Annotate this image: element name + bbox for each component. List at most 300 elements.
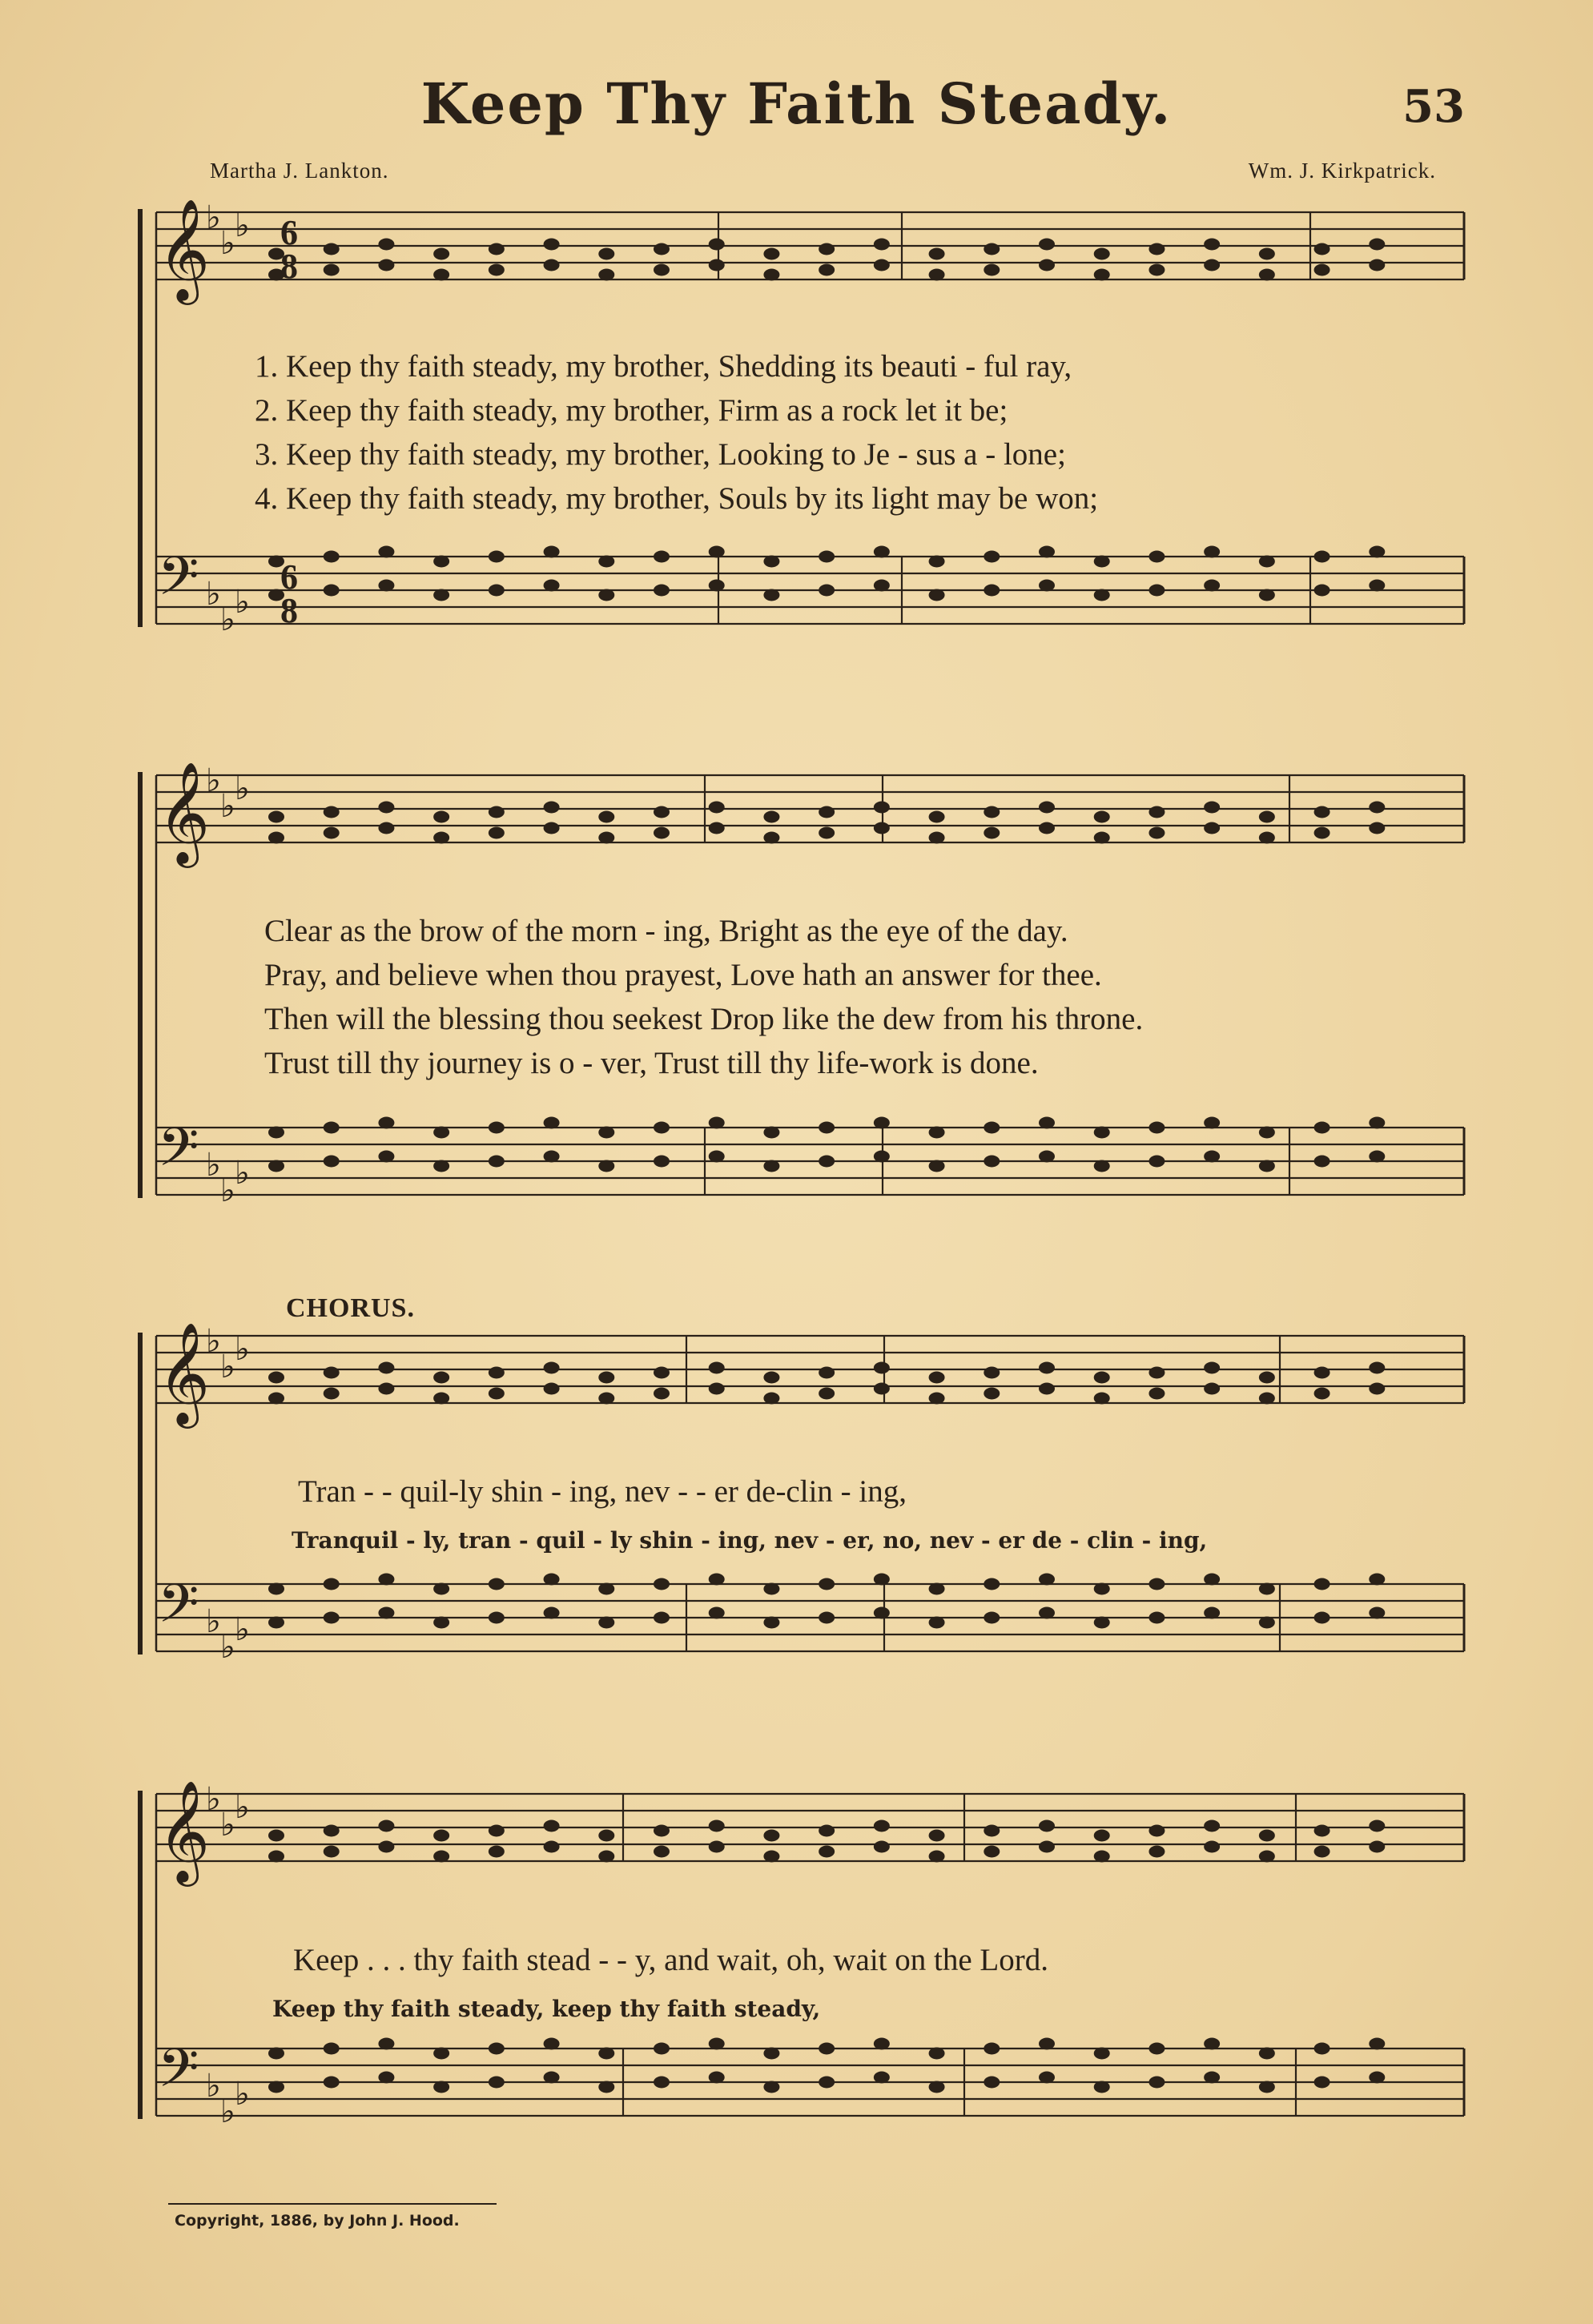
note-head xyxy=(874,580,890,592)
note-head xyxy=(1314,585,1330,597)
note-head xyxy=(1369,239,1385,251)
note-head xyxy=(929,1393,945,1405)
note-head xyxy=(489,1156,505,1168)
note-head xyxy=(324,2043,340,2055)
note-head xyxy=(1369,1117,1385,1129)
note-head xyxy=(324,585,340,597)
note-head xyxy=(763,1830,779,1842)
note-head xyxy=(1204,1362,1220,1374)
note-head xyxy=(378,1151,394,1163)
note-head xyxy=(874,1362,890,1374)
note-head xyxy=(1039,2038,1055,2050)
note-head xyxy=(819,1612,835,1624)
note-head xyxy=(929,1830,945,1842)
note-head xyxy=(1094,811,1110,823)
note-head xyxy=(874,822,890,834)
note-head xyxy=(929,1160,945,1172)
note-head xyxy=(874,1607,890,1619)
note-head xyxy=(929,1372,945,1384)
note-head xyxy=(1369,1362,1385,1374)
chorus-heading: CHORUS. xyxy=(286,1293,415,1323)
note-head xyxy=(598,1127,614,1139)
flat-sign: ♭ xyxy=(206,1323,221,1360)
page-number: 53 xyxy=(1402,80,1465,133)
note-head xyxy=(984,264,1000,276)
note-head xyxy=(1259,2081,1275,2093)
note-head xyxy=(1039,1820,1055,1832)
note-head xyxy=(598,2048,614,2060)
note-head xyxy=(984,243,1000,255)
note-head xyxy=(1039,1383,1055,1395)
note-head xyxy=(433,269,449,281)
note-head xyxy=(709,580,725,592)
note-head xyxy=(324,551,340,563)
note-head xyxy=(433,1393,449,1405)
note-head xyxy=(1369,259,1385,271)
note-head xyxy=(874,2072,890,2084)
note-head xyxy=(929,589,945,601)
note-head xyxy=(1314,551,1330,563)
note-head xyxy=(1314,2043,1330,2055)
treble-clef: 𝄞 xyxy=(158,198,211,300)
note-head xyxy=(1148,1122,1165,1134)
note-head xyxy=(1204,802,1220,814)
note-head xyxy=(324,264,340,276)
verse-4-line-2: Trust till thy journey is o - ver, Trust till thy life-work is done. xyxy=(264,1046,1039,1080)
flat-sign: ♭ xyxy=(220,1172,235,1209)
note-head xyxy=(378,802,394,814)
note-head xyxy=(433,1851,449,1863)
note-head xyxy=(544,1574,560,1586)
note-head xyxy=(1314,1846,1330,1858)
note-head xyxy=(1259,1617,1275,1629)
flat-sign: ♭ xyxy=(220,1807,235,1844)
note-head xyxy=(324,2077,340,2089)
note-head xyxy=(654,1846,670,1858)
verse-2-line-2: Pray, and believe when thou prayest, Love hath an answer for thee. xyxy=(264,958,1102,992)
note-head xyxy=(1039,1574,1055,1586)
note-head xyxy=(1259,1393,1275,1405)
note-head xyxy=(1094,1617,1110,1629)
note-head xyxy=(763,589,779,601)
note-head xyxy=(544,546,560,558)
note-head xyxy=(544,802,560,814)
note-head xyxy=(378,1362,394,1374)
note-head xyxy=(654,264,670,276)
note-head xyxy=(984,2043,1000,2055)
note-head xyxy=(984,1388,1000,1400)
note-head xyxy=(874,1820,890,1832)
note-head xyxy=(654,1612,670,1624)
note-head xyxy=(1369,2072,1385,2084)
note-head xyxy=(324,1612,340,1624)
note-head xyxy=(1039,580,1055,592)
chorus-lyric-1: Tran - - quil-ly shin - ing, nev - - er de-clin - ing, xyxy=(298,1474,907,1509)
note-head xyxy=(1259,556,1275,568)
note-head xyxy=(544,822,560,834)
note-head xyxy=(1148,1578,1165,1590)
note-head xyxy=(1204,1383,1220,1395)
note-head xyxy=(268,1372,284,1384)
note-head xyxy=(709,2038,725,2050)
note-head xyxy=(819,1578,835,1590)
flat-sign: ♭ xyxy=(206,576,221,613)
flat-sign: ♭ xyxy=(235,207,250,244)
note-head xyxy=(984,585,1000,597)
note-head xyxy=(324,806,340,818)
note-head xyxy=(433,1372,449,1384)
note-head xyxy=(984,1846,1000,1858)
note-head xyxy=(378,1383,394,1395)
verse-4-line-1: 4. Keep thy faith steady, my brother, Souls by its light may be won; xyxy=(255,481,1099,516)
note-head xyxy=(819,1156,835,1168)
note-head xyxy=(598,1372,614,1384)
note-head xyxy=(819,264,835,276)
note-head xyxy=(378,239,394,251)
note-head xyxy=(378,1574,394,1586)
note-head xyxy=(598,269,614,281)
note-head xyxy=(433,2081,449,2093)
note-head xyxy=(598,1830,614,1842)
flat-sign: ♭ xyxy=(220,601,235,638)
note-head xyxy=(709,1362,725,1374)
note-head xyxy=(1039,1151,1055,1163)
time-signature-top: 6 xyxy=(280,557,298,597)
note-head xyxy=(489,1825,505,1837)
note-head xyxy=(489,1388,505,1400)
note-head xyxy=(984,827,1000,839)
note-head xyxy=(433,1617,449,1629)
note-head xyxy=(1094,1830,1110,1842)
note-head xyxy=(598,832,614,844)
note-head xyxy=(984,1825,1000,1837)
bass-clef: 𝄢 xyxy=(158,1573,199,1647)
note-head xyxy=(268,1127,284,1139)
note-head xyxy=(1314,1367,1330,1379)
note-head xyxy=(1204,822,1220,834)
flat-sign: ♭ xyxy=(220,788,235,825)
note-head xyxy=(984,551,1000,563)
note-head xyxy=(1039,822,1055,834)
note-head xyxy=(984,2077,1000,2089)
note-head xyxy=(1094,1127,1110,1139)
flat-sign: ♭ xyxy=(235,2076,250,2113)
bass-clef: 𝄢 xyxy=(158,545,199,620)
note-head xyxy=(598,811,614,823)
note-head xyxy=(1039,546,1055,558)
note-head xyxy=(929,1617,945,1629)
note-head xyxy=(1314,827,1330,839)
note-head xyxy=(1094,1160,1110,1172)
note-head xyxy=(544,580,560,592)
note-head xyxy=(709,1117,725,1129)
note-head xyxy=(709,1574,725,1586)
note-head xyxy=(1204,1607,1220,1619)
note-head xyxy=(489,264,505,276)
note-head xyxy=(654,827,670,839)
note-head xyxy=(268,2048,284,2060)
note-head xyxy=(1259,832,1275,844)
lyricist-credit: Martha J. Lankton. xyxy=(210,159,389,183)
note-head xyxy=(598,556,614,568)
note-head xyxy=(654,1122,670,1134)
verse-1-line-1: 1. Keep thy faith steady, my brother, Shedding its beauti - ful ray, xyxy=(255,349,1072,384)
note-head xyxy=(489,1367,505,1379)
note-head xyxy=(929,2081,945,2093)
note-head xyxy=(433,1830,449,1842)
note-head xyxy=(763,1393,779,1405)
flat-sign: ♭ xyxy=(206,199,221,236)
note-head xyxy=(1094,1393,1110,1405)
note-head xyxy=(1369,1841,1385,1853)
note-head xyxy=(709,239,725,251)
note-head xyxy=(654,2043,670,2055)
note-head xyxy=(378,1841,394,1853)
note-head xyxy=(268,811,284,823)
note-head xyxy=(489,551,505,563)
note-head xyxy=(544,1607,560,1619)
chorus-lyric-2: Keep . . . thy faith stead - - y, and wait, oh, wait on the Lord. xyxy=(293,1943,1048,1977)
flat-sign: ♭ xyxy=(235,1789,250,1826)
note-head xyxy=(654,243,670,255)
flat-sign: ♭ xyxy=(220,1629,235,1666)
note-head xyxy=(1039,802,1055,814)
note-head xyxy=(1148,1388,1165,1400)
note-head xyxy=(378,2072,394,2084)
note-head xyxy=(929,1127,945,1139)
note-head xyxy=(598,2081,614,2093)
note-head xyxy=(433,589,449,601)
note-head xyxy=(984,1612,1000,1624)
note-head xyxy=(763,1617,779,1629)
note-head xyxy=(544,1117,560,1129)
note-head xyxy=(929,248,945,260)
note-head xyxy=(489,1846,505,1858)
note-head xyxy=(1204,239,1220,251)
note-head xyxy=(433,2048,449,2060)
time-signature-bottom: 8 xyxy=(280,247,298,286)
note-head xyxy=(819,827,835,839)
note-head xyxy=(324,243,340,255)
note-head xyxy=(654,1578,670,1590)
note-head xyxy=(433,832,449,844)
note-head xyxy=(1094,589,1110,601)
note-head xyxy=(763,269,779,281)
note-head xyxy=(1148,551,1165,563)
note-head xyxy=(1094,556,1110,568)
note-head xyxy=(874,1117,890,1129)
note-head xyxy=(378,1607,394,1619)
note-head xyxy=(489,2077,505,2089)
note-head xyxy=(1369,546,1385,558)
note-head xyxy=(929,556,945,568)
note-head xyxy=(324,1825,340,1837)
note-head xyxy=(1314,264,1330,276)
note-head xyxy=(1369,1574,1385,1586)
note-head xyxy=(378,2038,394,2050)
note-head xyxy=(1148,1825,1165,1837)
note-head xyxy=(1314,1578,1330,1590)
note-head xyxy=(819,1825,835,1837)
note-head xyxy=(1259,269,1275,281)
note-head xyxy=(819,585,835,597)
note-head xyxy=(1314,243,1330,255)
flat-sign: ♭ xyxy=(235,1611,250,1648)
note-head xyxy=(763,556,779,568)
note-head xyxy=(1148,264,1165,276)
note-head xyxy=(1148,806,1165,818)
note-head xyxy=(709,2072,725,2084)
note-head xyxy=(709,1841,725,1853)
note-head xyxy=(1094,832,1110,844)
treble-clef: 𝄞 xyxy=(158,1779,211,1882)
verse-3-line-1: 3. Keep thy faith steady, my brother, Looking to Je - sus a - lone; xyxy=(255,437,1066,472)
note-head xyxy=(1039,2072,1055,2084)
note-head xyxy=(1204,2038,1220,2050)
note-head xyxy=(819,2077,835,2089)
composer-credit: Wm. J. Kirkpatrick. xyxy=(1248,159,1436,183)
flat-sign: ♭ xyxy=(206,762,221,799)
note-head xyxy=(1039,239,1055,251)
time-signature-bottom: 8 xyxy=(280,591,298,630)
note-head xyxy=(598,1583,614,1595)
note-head xyxy=(378,1820,394,1832)
note-head xyxy=(929,269,945,281)
note-head xyxy=(654,551,670,563)
note-head xyxy=(489,1122,505,1134)
note-head xyxy=(268,1617,284,1629)
note-head xyxy=(378,259,394,271)
note-head xyxy=(819,551,835,563)
note-head xyxy=(874,546,890,558)
note-head xyxy=(598,1617,614,1629)
note-head xyxy=(324,1122,340,1134)
note-head xyxy=(378,1117,394,1129)
note-head xyxy=(544,1362,560,1374)
note-head xyxy=(654,1156,670,1168)
note-head xyxy=(433,811,449,823)
note-head xyxy=(1094,1583,1110,1595)
note-head xyxy=(874,1383,890,1395)
note-head xyxy=(984,1367,1000,1379)
note-head xyxy=(433,556,449,568)
note-head xyxy=(489,1578,505,1590)
note-head xyxy=(1314,1825,1330,1837)
note-head xyxy=(1259,248,1275,260)
note-head xyxy=(1148,1612,1165,1624)
note-head xyxy=(819,1122,835,1134)
treble-clef: 𝄞 xyxy=(158,761,211,863)
note-head xyxy=(598,589,614,601)
note-head xyxy=(1369,1151,1385,1163)
note-head xyxy=(268,1583,284,1595)
note-head xyxy=(433,248,449,260)
clefs xyxy=(158,198,250,2130)
note-head xyxy=(1314,1122,1330,1134)
note-head xyxy=(324,827,340,839)
note-head xyxy=(874,1151,890,1163)
note-head xyxy=(433,1583,449,1595)
note-head xyxy=(489,1612,505,1624)
note-head xyxy=(819,243,835,255)
note-head xyxy=(268,1830,284,1842)
note-head xyxy=(324,1846,340,1858)
note-head xyxy=(1204,2072,1220,2084)
note-head xyxy=(1259,589,1275,601)
note-head xyxy=(709,259,725,271)
note-head xyxy=(763,1851,779,1863)
note-head xyxy=(1204,1574,1220,1586)
note-head xyxy=(1094,1372,1110,1384)
note-head xyxy=(268,1160,284,1172)
note-head xyxy=(1204,580,1220,592)
note-head xyxy=(1314,2077,1330,2089)
verse-3-line-2: Then will the blessing thou seekest Drop like the dew from his throne. xyxy=(264,1002,1144,1036)
note-head xyxy=(1369,1383,1385,1395)
note-head xyxy=(598,1393,614,1405)
flat-sign: ♭ xyxy=(235,584,250,621)
note-head xyxy=(378,546,394,558)
note-head xyxy=(1369,2038,1385,2050)
bass-clef: 𝄢 xyxy=(158,2037,199,2112)
note-head xyxy=(1314,1388,1330,1400)
note-head xyxy=(929,1851,945,1863)
note-head xyxy=(1204,1820,1220,1832)
note-head xyxy=(1148,1367,1165,1379)
note-head xyxy=(544,1820,560,1832)
flat-sign: ♭ xyxy=(220,225,235,262)
note-head xyxy=(1259,1851,1275,1863)
note-head xyxy=(874,2038,890,2050)
note-head xyxy=(874,802,890,814)
note-head xyxy=(324,1367,340,1379)
note-head xyxy=(1369,822,1385,834)
note-head xyxy=(544,259,560,271)
time-signature-top: 6 xyxy=(280,213,298,252)
note-head xyxy=(763,248,779,260)
chorus-lyric-1-alt: Tranquil - ly, tran - quil - ly shin - ing, nev - er, no, nev - er de - clin - ing, xyxy=(292,1527,1208,1554)
note-head xyxy=(1094,2081,1110,2093)
note-head xyxy=(709,1383,725,1395)
chorus-lyric-2-alt: Keep thy faith steady, keep thy faith steady, xyxy=(272,1996,821,2022)
flat-sign: ♭ xyxy=(220,2093,235,2130)
note-head xyxy=(1259,1160,1275,1172)
note-head xyxy=(1204,1117,1220,1129)
flat-sign: ♭ xyxy=(235,770,250,807)
note-head xyxy=(709,1607,725,1619)
note-head xyxy=(874,1574,890,1586)
note-head xyxy=(984,1156,1000,1168)
note-head xyxy=(874,259,890,271)
flat-sign: ♭ xyxy=(206,1603,221,1640)
note-head xyxy=(763,1372,779,1384)
note-head xyxy=(1039,1362,1055,1374)
note-head xyxy=(544,1383,560,1395)
note-head xyxy=(598,1851,614,1863)
note-head xyxy=(654,1825,670,1837)
note-head xyxy=(984,1122,1000,1134)
note-head xyxy=(1369,1607,1385,1619)
note-head xyxy=(1039,1607,1055,1619)
copyright-notice: Copyright, 1886, by John J. Hood. xyxy=(175,2212,460,2230)
note-head xyxy=(324,1388,340,1400)
note-head xyxy=(324,1156,340,1168)
note-head xyxy=(1259,2048,1275,2060)
treble-clef: 𝄞 xyxy=(158,1321,211,1424)
note-head xyxy=(489,585,505,597)
note-head xyxy=(709,1820,725,1832)
note-head xyxy=(433,1160,449,1172)
